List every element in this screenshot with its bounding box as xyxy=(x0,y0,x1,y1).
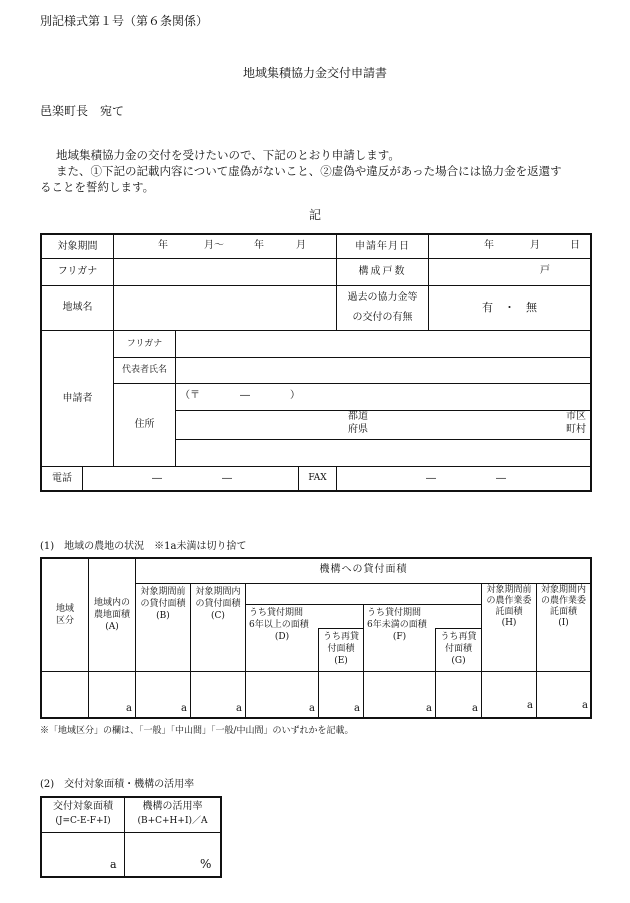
apply-year: 年 xyxy=(484,240,494,251)
phone-label: 電話 xyxy=(52,472,72,484)
paragraph-1: 地域集積協力金の交付を受けたいので、下記のとおり申請します。 xyxy=(56,148,400,162)
utilization-header-1: 機構の活用率 xyxy=(142,801,203,812)
households-unit: 戸 xyxy=(540,265,550,276)
col-c-header-3: (C) xyxy=(211,611,225,621)
col-g-header-1: うち再貸 xyxy=(440,632,477,642)
period-year-2: 年 xyxy=(254,240,264,251)
unit-a-col-e: a xyxy=(354,703,360,714)
period-year-1: 年 xyxy=(158,240,168,251)
col-h-header-1: 対象期間前 xyxy=(486,585,532,595)
addressee: 邑楽町長 宛て xyxy=(40,104,125,118)
col-d-header-2: 6年以上の面積 xyxy=(249,620,309,630)
section1-heading: (1) 地域の農地の状況 ※1a未満は切り捨て xyxy=(40,541,247,552)
paragraph-2-line1: また、①下記の記載内容について虚偽がないこと、②虚偽や違反があった場合には協力金を返還す xyxy=(56,164,562,178)
address-label: 住所 xyxy=(134,419,155,430)
unit-a-col-c: a xyxy=(236,703,242,714)
section2-heading: (2) 交付対象面積・機構の活用率 xyxy=(40,779,195,790)
farmland-header-3: (A) xyxy=(105,622,119,632)
col-i-header-1: 対象期間内 xyxy=(540,585,586,595)
representative-label: 代表者氏名 xyxy=(121,365,167,375)
area-class-header-1: 地域 xyxy=(55,604,74,614)
grant-area-header-2: (J=C-E-F+I) xyxy=(55,816,111,826)
kikou-header: 機構への貸付面積 xyxy=(319,564,408,575)
yes-no-choice[interactable]: 有 ・ 無 xyxy=(482,301,537,314)
paragraph-2-line2: ることを誓約します。 xyxy=(40,180,155,194)
period-month-1: 月～ xyxy=(204,240,224,251)
col-b-header-2: の貸付面積 xyxy=(140,599,186,609)
utilization-unit: % xyxy=(200,857,212,871)
unit-a-col-a: a xyxy=(126,703,132,714)
postal-code-field[interactable]: （〒 ― ） xyxy=(180,390,300,401)
col-f-header-2: 6年未満の面積 xyxy=(367,620,427,630)
grant-area-unit: a xyxy=(110,858,117,871)
target-period-label: 対象期間 xyxy=(57,240,98,252)
utilization-header-2: (B+C+H+I)／A xyxy=(137,816,208,826)
col-c-header-1: 対象期間内 xyxy=(195,587,241,597)
page-title: 地域集積協力金交付申請書 xyxy=(242,66,387,80)
fax-label: FAX xyxy=(308,473,327,483)
unit-a-col-i: a xyxy=(582,700,588,711)
col-i-header-4: (I) xyxy=(558,618,569,628)
area-class-note: ※「地域区分」の欄は、「一般」「中山間」「一般/中山間」のいずれかを記載。 xyxy=(40,726,354,736)
col-f-header-3: (F) xyxy=(392,632,407,642)
col-c-header-2: の貸付面積 xyxy=(195,599,241,609)
furigana-label: フリガナ xyxy=(57,266,98,277)
col-h-header-2: の農作業委 xyxy=(486,596,532,606)
area-name-label: 地域名 xyxy=(62,302,93,313)
chouson-label: 町村 xyxy=(566,424,586,435)
past-grant-label-2: の交付の有無 xyxy=(352,312,413,323)
col-f-header-1: うち貸付期間 xyxy=(367,608,422,618)
area-class-header-2: 区分 xyxy=(55,616,74,626)
col-g-header-2: 付面積 xyxy=(444,644,472,654)
farmland-header-1: 地域内の xyxy=(93,598,130,608)
shiku-label: 市区 xyxy=(566,411,586,422)
todo-label: 都道 xyxy=(348,411,368,422)
unit-a-col-f: a xyxy=(426,703,432,714)
col-e-header-2: 付面積 xyxy=(327,644,355,654)
unit-a-col-h: a xyxy=(527,700,533,711)
form-number: 別記様式第１号（第６条関係） xyxy=(40,14,209,28)
col-d-header-3: (D) xyxy=(274,632,290,642)
col-i-header-2: の農作業委 xyxy=(540,596,586,606)
applicant-label: 申請者 xyxy=(62,392,93,404)
fuken-label: 府県 xyxy=(348,424,368,435)
col-h-header-4: (H) xyxy=(501,618,517,628)
col-h-header-3: 託面積 xyxy=(495,607,523,617)
col-e-header-3: (E) xyxy=(334,656,348,666)
grant-area-header-1: 交付対象面積 xyxy=(53,801,113,812)
phone-dashes: ― ― xyxy=(152,473,232,484)
applicant-furigana-label: フリガナ xyxy=(126,338,163,349)
col-b-header-3: (B) xyxy=(156,611,170,621)
fax-dashes: ― ― xyxy=(426,473,506,484)
past-grant-label-1: 過去の協力金等 xyxy=(347,292,418,303)
ki-heading: 記 xyxy=(308,208,321,222)
col-b-header-1: 対象期間前 xyxy=(140,587,186,597)
col-g-header-3: (G) xyxy=(451,656,466,666)
unit-a-col-d: a xyxy=(309,703,315,714)
col-d-header-1: うち貸付期間 xyxy=(249,608,304,618)
apply-day: 日 xyxy=(570,240,580,251)
farmland-header-2: 農地面積 xyxy=(93,610,130,620)
households-label: 構成戸数 xyxy=(358,266,407,277)
col-i-header-3: 託面積 xyxy=(549,607,577,617)
period-month-2: 月 xyxy=(296,240,306,251)
col-e-header-1: うち再貸 xyxy=(322,632,359,642)
unit-a-col-g: a xyxy=(472,703,478,714)
apply-month: 月 xyxy=(530,240,540,251)
unit-a-col-b: a xyxy=(181,703,187,714)
apply-date-label: 申請年月日 xyxy=(355,240,410,252)
